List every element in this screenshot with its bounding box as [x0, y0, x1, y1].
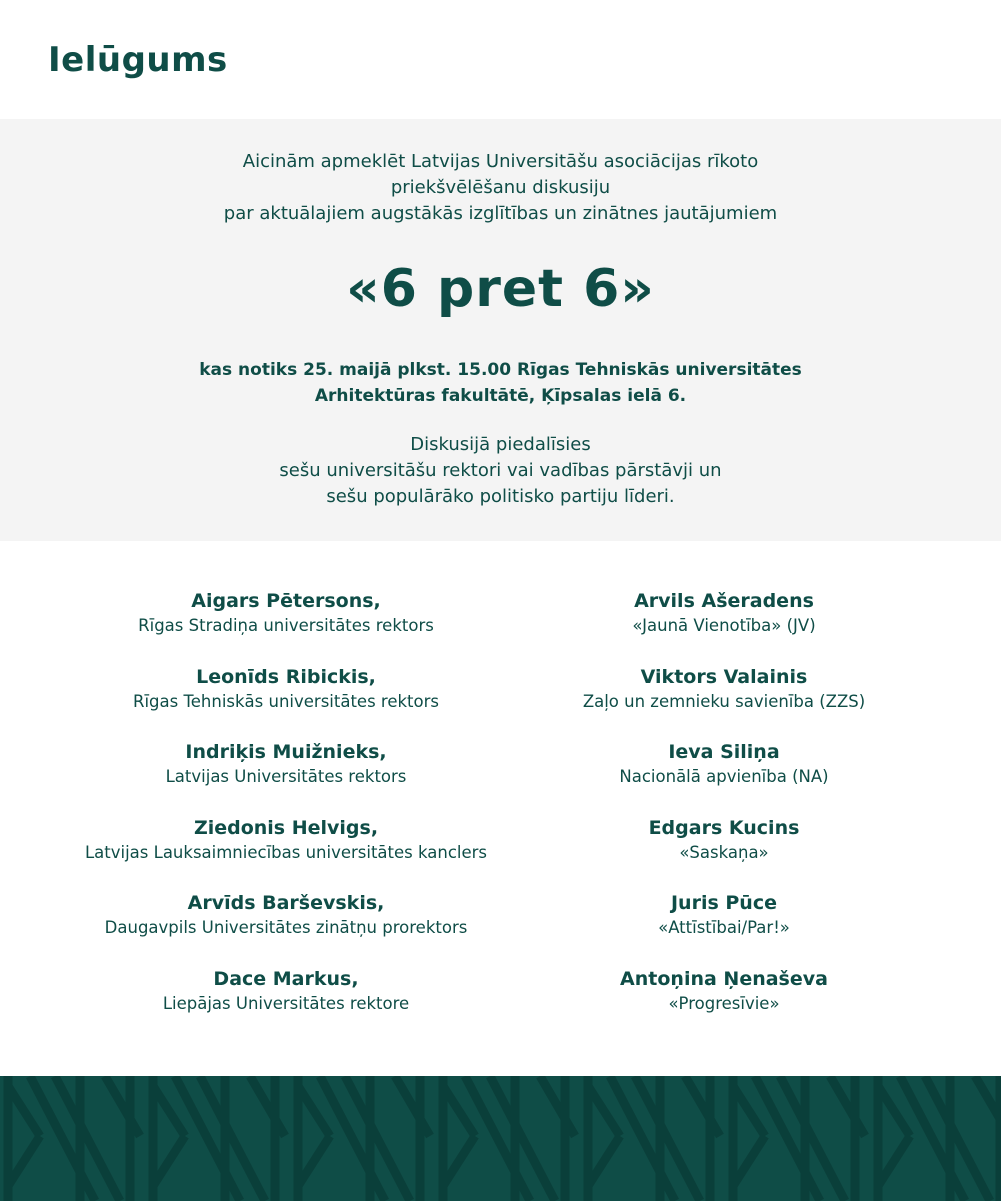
- participant-name: Ieva Siliņa: [668, 741, 780, 764]
- participant-role: Rīgas Tehniskās universitātes rektors: [133, 691, 439, 711]
- intro-line: par aktuālajiem augstākās izglītības un zinātnes jautājumiem: [223, 203, 778, 224]
- geometric-pattern-icon: [0, 1076, 1001, 1201]
- participant: [474, 739, 974, 815]
- participant-role: Latvijas Lauksaimniecības universitātes kanclers: [84, 842, 488, 862]
- participant: [36, 815, 536, 891]
- universities-column: [36, 588, 536, 1042]
- participant: [474, 815, 974, 891]
- participant: [36, 890, 536, 966]
- participant: [474, 890, 974, 966]
- participant-name: Indriķis Muižnieks,: [185, 741, 387, 764]
- details-line: kas notiks 25. maijā plkst. 15.00 Rīgas Tehniskās universitātes: [199, 360, 802, 380]
- participant: [474, 664, 974, 740]
- participant-name: Arvīds Barševskis,: [187, 892, 385, 915]
- parties-column: [474, 588, 974, 1042]
- event-details: [0, 357, 1001, 409]
- intro-line: priekšvēlēšanu diskusiju: [390, 177, 611, 198]
- invitation-box: [0, 119, 1001, 541]
- participants-note: [0, 432, 1001, 510]
- participant-name: Juris Pūce: [670, 892, 777, 915]
- participant-role: «Saskaņa»: [679, 842, 769, 862]
- participant-name: Dace Markus,: [213, 967, 359, 990]
- participant: [36, 588, 536, 664]
- participant-name: Edgars Kucins: [648, 816, 800, 839]
- participant: [36, 664, 536, 740]
- participant-role: Zaļo un zemnieku savienība (ZZS): [582, 691, 866, 711]
- participant-role: «Progresīvie»: [668, 993, 780, 1013]
- participant-role: Rīgas Stradiņa universitātes rektors: [138, 616, 434, 635]
- participant-name: Aigars Pētersons,: [191, 590, 381, 612]
- decorative-footer-pattern: [0, 1076, 1001, 1201]
- participant-role: Latvijas Universitātes rektors: [165, 767, 407, 787]
- participant-name: Arvils Ašeradens: [634, 590, 814, 612]
- participant-role: Liepājas Universitātes rektore: [162, 993, 410, 1013]
- participant: [36, 966, 536, 1042]
- participant-role: Daugavpils Universitātes zinātņu prorektors: [104, 918, 468, 938]
- participant-role: «Attīstībai/Par!»: [658, 918, 790, 938]
- participant-name: Antoņina Ņenaševa: [620, 967, 828, 990]
- details-line: Arhitektūras fakultātē, Ķīpsalas ielā 6.: [314, 386, 687, 406]
- participant: [474, 966, 974, 1042]
- participants-list: [0, 588, 1001, 1038]
- page-title: Ielūgums: [48, 40, 228, 80]
- intro-line: Aicinām apmeklēt Latvijas Universitāšu asociācijas rīkoto: [242, 151, 759, 172]
- participant-role: «Jaunā Vienotība» (JV): [632, 616, 816, 635]
- participant-name: Ziedonis Helvigs,: [193, 816, 379, 839]
- participant-name: Leonīds Ribickis,: [196, 665, 376, 688]
- participant-role: Nacionālā apvienība (NA): [619, 767, 829, 787]
- intro-text: [0, 149, 1001, 227]
- note-line: Diskusijā piedalīsies: [410, 434, 591, 455]
- note-line: sešu populārāko politisko partiju līderi.: [326, 486, 675, 507]
- participant-name: Viktors Valainis: [640, 665, 808, 688]
- participant: [36, 739, 536, 815]
- note-line: sešu universitāšu rektori vai vadības pārstāvji un: [279, 460, 722, 481]
- participant: [474, 588, 974, 664]
- event-name: «6 pret 6»: [346, 259, 655, 319]
